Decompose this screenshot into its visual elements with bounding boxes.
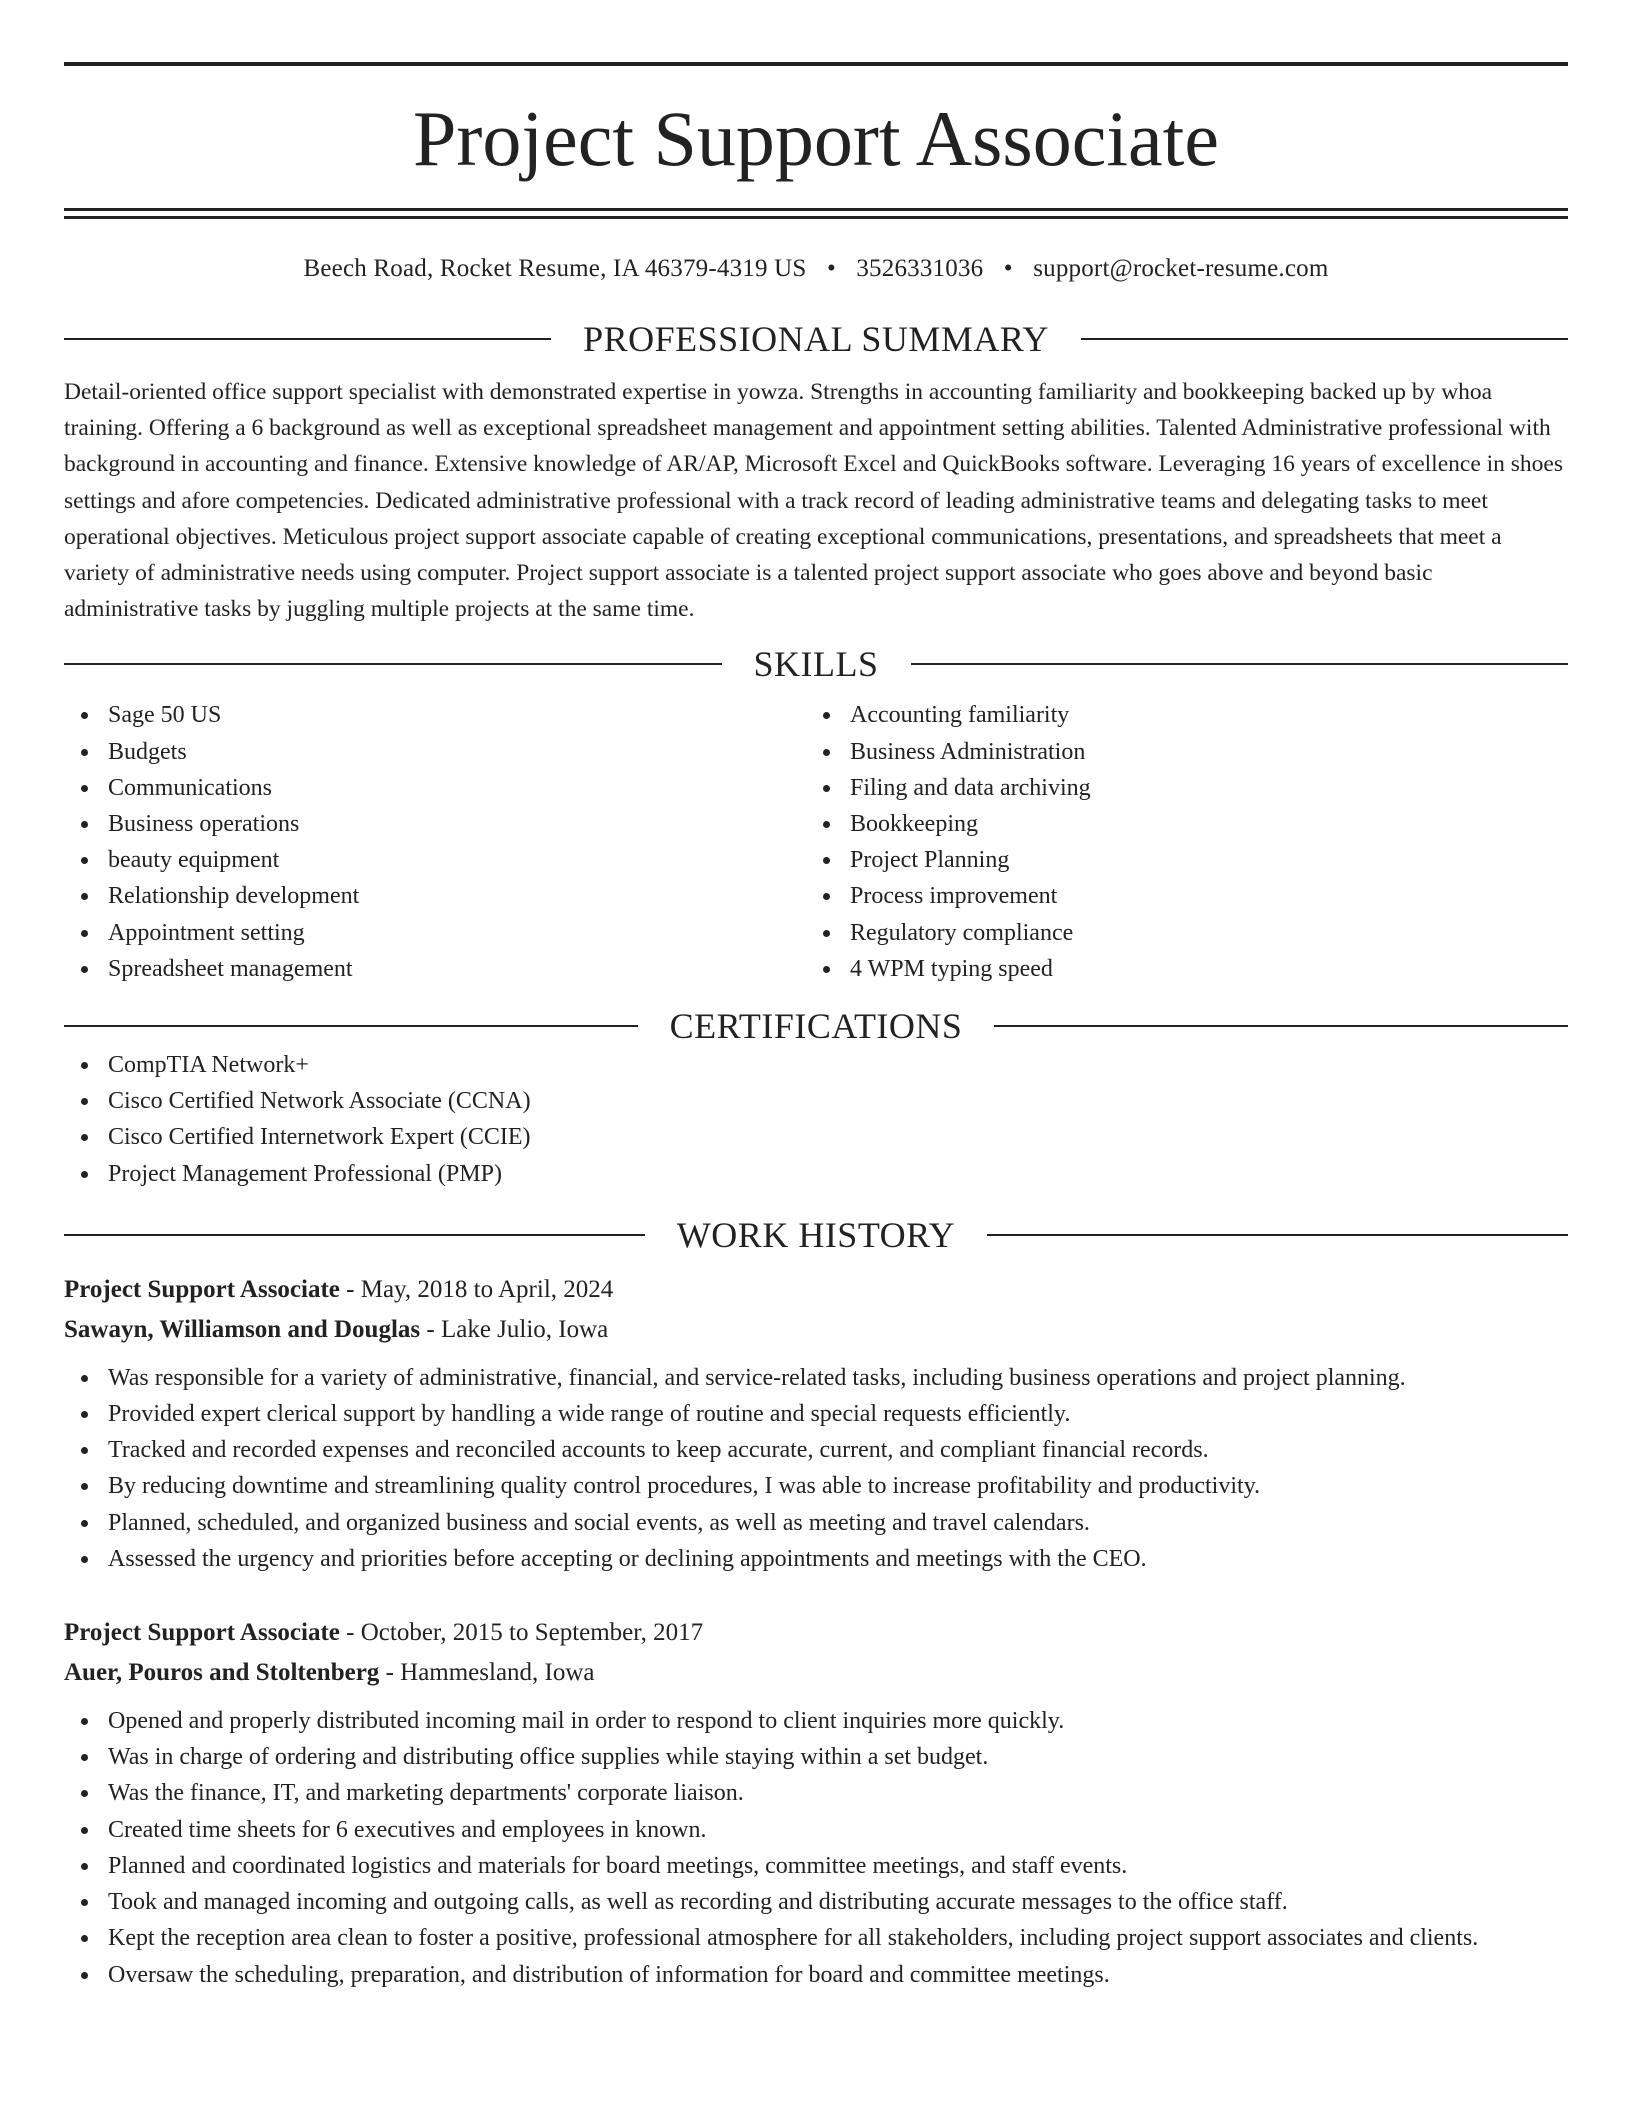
job-duty-item: Kept the reception area clean to foster a positive, professional atmosphere for all stakeholders, including project support associates and clients.: [64, 1920, 1568, 1956]
job-company: Sawayn, Williamson and Douglas: [64, 1315, 421, 1343]
skill-item: Spreadsheet management: [64, 951, 806, 987]
skill-item: Project Planning: [806, 842, 1548, 878]
skills-left-list: [64, 697, 806, 987]
skills-section-header: [64, 643, 1568, 685]
skill-item: Sage 50 US: [64, 697, 806, 733]
job-duty-item: Provided expert clerical support by handling a wide range of routine and special requests efficiently.: [64, 1396, 1568, 1432]
job-duty-item: Assessed the urgency and priorities before accepting or declining appointments and meetings with the CEO.: [64, 1541, 1568, 1577]
section-rule: [64, 338, 551, 340]
certification-item: Project Management Professional (PMP): [64, 1156, 1568, 1192]
job-company-line: [64, 1310, 1568, 1350]
job-duties-list: [64, 1703, 1568, 1993]
certification-item: Cisco Certified Internetwork Expert (CCIE): [64, 1119, 1568, 1155]
summary-text: Detail-oriented office support specialist with demonstrated expertise in yowza. Strengths in accounting familiarity and bookkeeping backed up by whoa training. Offering a 6 background as well as exceptional spreadsheet management and appointment setting abilities. Talented Administrative professional with background in accounting and finance. Extensive knowledge of AR/AP, Microsoft Excel and QuickBooks software. Leveraging 16 years of excellence in shoes settings and afore competencies. Dedicated administrative professional with a track record of leading administrative teams and delegating tasks to meet operational objectives. Meticulous project support associate capable of creating exceptional communications, presentations, and spreadsheets that meet a variety of administrative needs using computer. Project support associate is a talented project support associate who goes above and beyond basic administrative tasks by juggling multiple projects at the same time.: [64, 379, 1563, 623]
job-duty-item: Was the finance, IT, and marketing departments' corporate liaison.: [64, 1775, 1568, 1811]
section-rule: [64, 1025, 638, 1027]
job-duty-item: Was responsible for a variety of administrative, financial, and service-related tasks, including business operations and project planning.: [64, 1360, 1568, 1396]
contact-separator: •: [1003, 255, 1013, 282]
skill-item: Bookkeeping: [806, 806, 1548, 842]
job-duty-item: Oversaw the scheduling, preparation, and distribution of information for board and committee meetings.: [64, 1957, 1568, 1993]
contact-phone: 3526331036: [856, 255, 984, 282]
section-rule: [994, 1025, 1568, 1027]
job-duty-item: Planned, scheduled, and organized business and social events, as well as meeting and travel calendars.: [64, 1505, 1568, 1541]
certifications-section-header: [64, 1005, 1568, 1047]
contact-separator: •: [826, 255, 836, 282]
job-entry: [64, 1613, 1568, 1993]
job-company-line: [64, 1653, 1568, 1693]
job-duty-item: Opened and properly distributed incoming mail in order to respond to client inquiries more quickly.: [64, 1703, 1568, 1739]
skill-item: Business operations: [64, 806, 806, 842]
section-rule: [64, 1234, 645, 1236]
top-rule: [64, 62, 1568, 66]
skill-item: Business Administration: [806, 734, 1548, 770]
skill-item: Appointment setting: [64, 915, 806, 951]
skill-item: Budgets: [64, 734, 806, 770]
skills-right-list: [806, 697, 1548, 987]
skill-item: Relationship development: [64, 878, 806, 914]
section-rule: [911, 663, 1569, 665]
skill-item: Communications: [64, 770, 806, 806]
skill-item: Filing and data archiving: [806, 770, 1548, 806]
job-duty-item: Tracked and recorded expenses and reconciled accounts to keep accurate, current, and compliant financial records.: [64, 1432, 1568, 1468]
work-history-heading: WORK HISTORY: [676, 1214, 956, 1255]
skill-item: 4 WPM typing speed: [806, 951, 1548, 987]
summary-section-header: [64, 318, 1568, 360]
job-location: - Hammesland, Iowa: [379, 1659, 595, 1687]
section-rule: [987, 1234, 1568, 1236]
job-location: - Lake Julio, Iowa: [420, 1315, 609, 1343]
certification-item: Cisco Certified Network Associate (CCNA): [64, 1083, 1568, 1119]
contact-address: Beech Road, Rocket Resume, IA 46379-4319 US: [303, 255, 807, 282]
job-title: Project Support Associate: [64, 1275, 340, 1303]
job-title-line: [64, 1613, 1568, 1653]
title-double-rule: [64, 208, 1568, 219]
job-duty-item: Was in charge of ordering and distributing office supplies while staying within a set budget.: [64, 1739, 1568, 1775]
skills-columns: [64, 697, 1568, 987]
section-rule: [1081, 338, 1568, 340]
job-title: Project Support Associate: [64, 1619, 340, 1647]
job-title-line: [64, 1270, 1568, 1310]
contact-line: [64, 254, 1568, 284]
certifications-list: [64, 1047, 1568, 1192]
job-company: Auer, Pouros and Stoltenberg: [64, 1659, 380, 1687]
contact-email: support@rocket-resume.com: [1033, 255, 1329, 282]
work-history-section-header: [64, 1214, 1568, 1256]
job-duty-item: Took and managed incoming and outgoing calls, as well as recording and distributing accurate messages to the office staff.: [64, 1884, 1568, 1920]
job-duties-list: [64, 1360, 1568, 1577]
job-dates: - May, 2018 to April, 2024: [339, 1275, 614, 1303]
job-duty-item: By reducing downtime and streamlining quality control procedures, I was able to increase profitability and productivity.: [64, 1468, 1568, 1504]
job-entry: [64, 1270, 1568, 1577]
job-duty-item: Created time sheets for 6 executives and employees in known.: [64, 1812, 1568, 1848]
skill-item: Regulatory compliance: [806, 915, 1548, 951]
section-rule: [64, 663, 722, 665]
summary-heading: PROFESSIONAL SUMMARY: [583, 319, 1049, 359]
job-dates: - October, 2015 to September, 2017: [339, 1619, 704, 1647]
skill-item: Process improvement: [806, 878, 1548, 914]
job-duty-item: Planned and coordinated logistics and materials for board meetings, committee meetings, and staff events.: [64, 1848, 1568, 1884]
certifications-heading: CERTIFICATIONS: [669, 1006, 963, 1047]
certification-item: CompTIA Network+: [64, 1047, 1568, 1083]
skill-item: beauty equipment: [64, 842, 806, 878]
skills-heading: SKILLS: [753, 644, 879, 685]
resume-title: Project Support Associate: [413, 95, 1219, 182]
skill-item: Accounting familiarity: [806, 697, 1548, 733]
